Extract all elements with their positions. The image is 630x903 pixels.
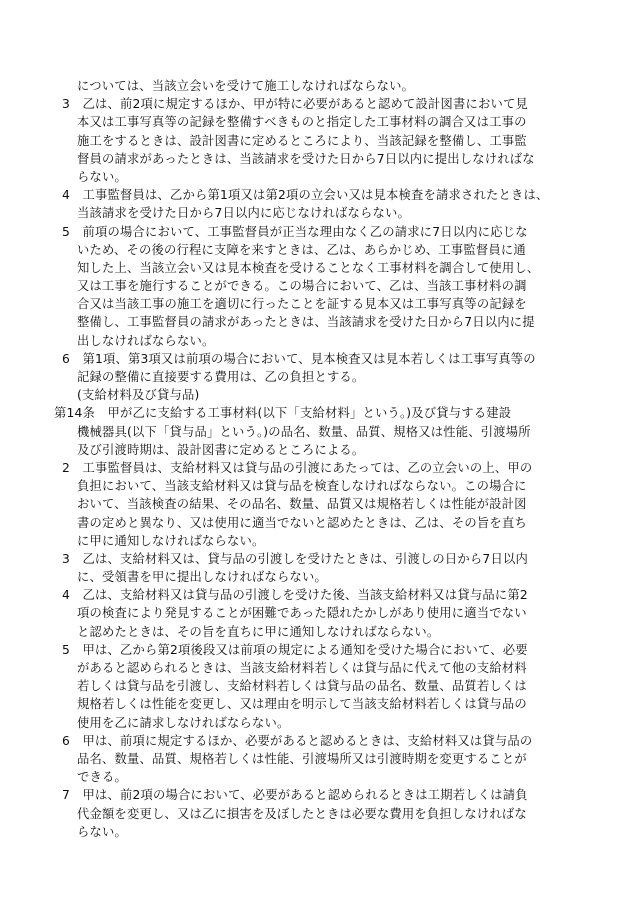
- text-line: 若しくは貸与品を引渡し、支給材料若しくは貸与品の品名、数量、品質若しくは: [77, 679, 527, 694]
- text-line: おいて、当該検査の結果、その品名、数量、品質又は規格若しくは性能が設計図: [77, 497, 527, 512]
- text-line: 5 前項の場合において、工事監督員が正当な理由なく乙の請求に7日以内に応じな: [62, 224, 528, 239]
- text-line: 第14条 甲が乙に支給する工事材料(以下「支給材料」という。)及び貸与する建設: [54, 406, 512, 421]
- text-line: 記録の整備に直接要する費用は、乙の負担とする。: [77, 370, 365, 384]
- text-line: 6 第1項、第3項又は前項の場合において、見本検査又は見本若しくは工事写真等の: [62, 351, 536, 366]
- text-line: については、当該立会いを受けて施工しなければならない。: [77, 79, 415, 93]
- text-line: できる。: [77, 770, 127, 785]
- text-line: 合又は当該工事の施工を適切に行ったことを証する見本又は工事写真等の記録を: [77, 297, 527, 312]
- text-line: 6 甲は、前項に規定するほか、必要があると認めるときは、支給材料又は貸与品の: [62, 733, 533, 748]
- text-line: があると認められるときは、当該支給材料若しくは貸与品に代えて他の支給材料: [77, 661, 527, 675]
- text-line: 出しなければならない。: [77, 333, 215, 348]
- text-line: に、受領書を甲に提出しなければならない。: [77, 570, 327, 585]
- text-line: 3 乙は、前2項に規定するほか、甲が特に必要があると認めて設計図書において見: [62, 97, 528, 112]
- text-line: 4 工事監督員は、乙から第1項又は第2項の立会い又は見本検査を請求されたときは、: [62, 188, 549, 203]
- text-line: 負担において、当該支給材料又は貸与品を検査しなければならない。この場合に: [77, 479, 527, 494]
- text-line: (支給材料及び貸与品): [77, 388, 200, 403]
- text-line: 使用を乙に請求しなければならない。: [77, 715, 290, 730]
- text-line: 又は工事を施行することができる。この場合において、乙は、当該工事材料の調: [77, 279, 527, 294]
- text-line: 5 甲は、乙から第2項後段又は前項の規定による通知を受けた場合において、必要: [62, 642, 528, 657]
- text-line: 督員の請求があったときは、当該請求を受けた日から7日以内に提出しなければな: [77, 151, 535, 166]
- text-line: 2 工事監督員は、支給材料又は貸与品の引渡にあたっては、乙の立会いの上、甲の: [62, 460, 533, 475]
- text-line: 知した上、当該立会い又は見本検査を受けることなく工事材料を調合して使用し、: [77, 260, 540, 275]
- text-line: 4 乙は、支給材料又は貸与品の引渡しを受けた後、当該支給材料又は貸与品に第2: [62, 588, 528, 603]
- text-line: らない。: [77, 824, 127, 839]
- text-line: 7 甲は、前2項の場合において、必要があると認められるときは工期若しくは請負: [62, 788, 528, 803]
- text-line: 及び引渡時期は、設計図書に定めるところによる。: [77, 442, 365, 457]
- contract-text-body: [54, 77, 572, 841]
- text-line: らない。: [77, 169, 127, 184]
- text-line: 3 乙は、支給材料又は、貸与品の引渡しを受けたときは、引渡しの日から7日以内: [62, 551, 528, 566]
- text-line: 機械器具(以下「貸与品」という。)の品名、数量、品質、規格又は性能、引渡場所: [77, 424, 531, 439]
- text-line: いため、その後の行程に支障を来すときは、乙は、あらかじめ、工事監督員に通: [77, 242, 526, 257]
- text-line: 代金額を変更し、又は乙に損害を及ぼしたときは必要な費用を負担しなければな: [77, 806, 527, 821]
- text-line: 施工をするときは、設計図書に定めるところにより、当該記録を整備し、工事監: [77, 133, 527, 148]
- text-line: 品名、数量、品質、規格若しくは性能、引渡場所又は引渡時期を変更することが: [77, 751, 527, 766]
- text-line: 整備し、工事監督員の請求があったときは、当該請求を受けた日から7日以内に提: [77, 315, 535, 330]
- text-line: 書の定めと異なり、又は使用に適当でないと認めたときは、乙は、その旨を直ち: [77, 515, 527, 530]
- text-line: と認めたときは、その旨を直ちに甲に通知しなければならない。: [77, 624, 440, 639]
- text-line: 規格若しくは性能を変更し、又は理由を明示して当該支給材料若しくは貸与品の: [77, 697, 527, 712]
- text-line: 当該請求を受けた日から7日以内に応じなければならない。: [77, 206, 410, 221]
- text-line: 項の検査により発見することが困難であった隠れたかしがあり使用に適当でない: [77, 606, 527, 621]
- text-line: に甲に通知しなければならない。: [77, 533, 265, 548]
- text-line: 本又は工事写真等の記録を整備すべきものと指定した工事材料の調合又は工事の: [77, 115, 527, 130]
